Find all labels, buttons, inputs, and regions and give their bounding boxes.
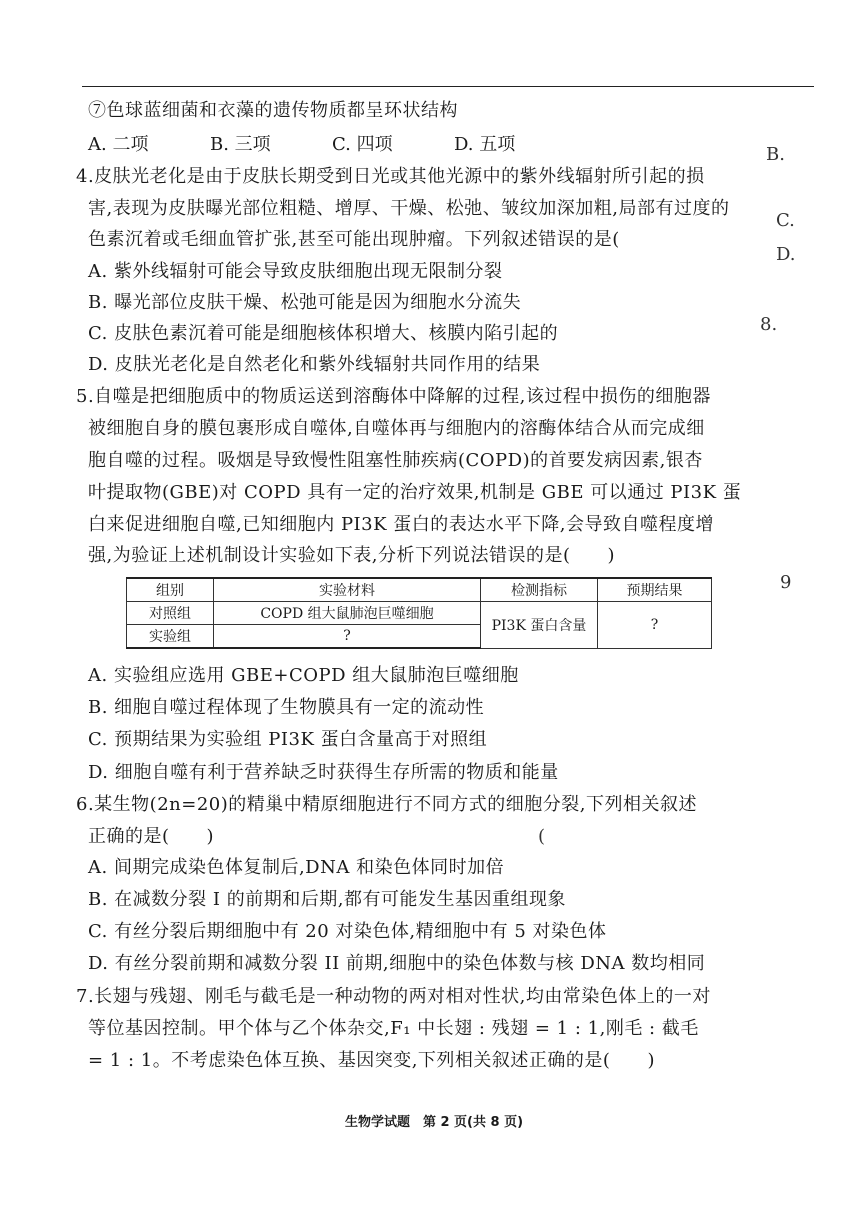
q5-stem-line-6: 强,为验证上述机制设计实验如下表,分析下列说法错误的是( ) xyxy=(88,545,615,566)
q5-stem-line-3: 胞自噬的过程。吸烟是导致慢性阻塞性肺疾病(COPD)的首要发病因素,银杏 xyxy=(88,450,703,471)
margin-fragment-9: 9 xyxy=(780,572,792,593)
q5-option-b: B. 细胞自噬过程体现了生物膜具有一定的流动性 xyxy=(88,697,485,718)
table-cell-experiment-material: ? xyxy=(214,625,481,649)
margin-fragment-b: B. xyxy=(766,144,785,165)
q5-option-d: D. 细胞自噬有利于营养缺乏时获得生存所需的物质和能量 xyxy=(88,762,559,783)
table-cell-indicator: PI3K 蛋白含量 xyxy=(481,602,598,649)
table-header-material: 实验材料 xyxy=(214,578,481,602)
table-cell-control-group: 对照组 xyxy=(127,602,214,625)
table-cell-expected: ? xyxy=(598,602,712,649)
q4-option-c: C. 皮肤色素沉着可能是细胞核体积增大、核膜内陷引起的 xyxy=(88,323,559,344)
q3-statement-7: ⑦色球蓝细菌和衣藻的遗传物质都呈环状结构 xyxy=(88,100,458,121)
q5-stem-line-2: 被细胞自身的膜包裹形成自噬体,自噬体再与细胞内的溶酶体结合从而完成细 xyxy=(88,418,705,439)
q3-choice-c: C. 四项 xyxy=(332,134,393,155)
q5-stem-line-5: 白来促进细胞自噬,已知细胞内 PI3K 蛋白的表达水平下降,会导致自噬程度增 xyxy=(88,514,715,535)
q6-stem-line-2: 正确的是( ) xyxy=(88,826,215,847)
q7-stem-line-3: = 1 : 1。不考虑染色体互换、基因突变,下列相关叙述正确的是( ) xyxy=(88,1050,655,1071)
q3-choice-a: A. 二项 xyxy=(88,134,149,155)
table-header-indicator: 检测指标 xyxy=(481,578,598,602)
table-header-row xyxy=(127,578,712,602)
q4-stem-line-3: 色素沉着或毛细血管扩张,甚至可能出现肿瘤。下列叙述错误的是( xyxy=(88,229,620,250)
q3-choice-b: B. 三项 xyxy=(210,134,271,155)
q6-stray-mark: ( xyxy=(538,826,546,847)
table-header-group: 组别 xyxy=(127,578,214,602)
q5-stem-line-4: 叶提取物(GBE)对 COPD 具有一定的治疗效果,机制是 GBE 可以通过 PI3K 蛋 xyxy=(88,482,742,503)
q6-option-d: D. 有丝分裂前期和减数分裂 II 前期,细胞中的染色体数与核 DNA 数均相同 xyxy=(88,953,706,974)
q7-stem-line-2: 等位基因控制。甲个体与乙个体杂交,F₁ 中长翅 : 残翅 = 1 : 1,刚毛 : 截毛 xyxy=(88,1018,699,1039)
q6-stem-line-1: 6.某生物(2n=20)的精巢中精原细胞进行不同方式的细胞分裂,下列相关叙述 xyxy=(76,794,697,815)
q4-option-b: B. 曝光部位皮肤干燥、松弛可能是因为细胞水分流失 xyxy=(88,292,522,313)
q5-option-a: A. 实验组应选用 GBE+COPD 组大鼠肺泡巨噬细胞 xyxy=(88,665,519,686)
q6-option-a: A. 间期完成染色体复制后,DNA 和染色体同时加倍 xyxy=(88,857,505,878)
q6-option-b: B. 在减数分裂 I 的前期和后期,都有可能发生基因重组现象 xyxy=(88,889,566,910)
q4-option-a: A. 紫外线辐射可能会导致皮肤细胞出现无限制分裂 xyxy=(88,261,503,282)
q6-option-c: C. 有丝分裂后期细胞中有 20 对染色体,精细胞中有 5 对染色体 xyxy=(88,921,607,942)
margin-fragment-8: 8. xyxy=(760,314,778,335)
q5-option-c: C. 预期结果为实验组 PI3K 蛋白含量高于对照组 xyxy=(88,729,488,750)
table-header-expected: 预期结果 xyxy=(598,578,712,602)
q4-stem-line-2: 害,表现为皮肤曝光部位粗糙、增厚、干燥、松弛、皱纹加深加粗,局部有过度的 xyxy=(88,198,730,219)
q4-stem-line-1: 4.皮肤光老化是由于皮肤长期受到日光或其他光源中的紫外线辐射所引起的损 xyxy=(76,166,705,187)
table-row xyxy=(127,602,712,625)
q7-stem-line-1: 7.长翅与残翅、刚毛与截毛是一种动物的两对相对性状,均由常染色体上的一对 xyxy=(76,986,711,1007)
top-rule xyxy=(82,86,814,87)
page-footer: 生物学试题 第 2 页(共 8 页) xyxy=(344,1115,524,1130)
table-cell-control-material: COPD 组大鼠肺泡巨噬细胞 xyxy=(214,602,481,625)
table-cell-experiment-group: 实验组 xyxy=(127,625,214,649)
q4-option-d: D. 皮肤光老化是自然老化和紫外线辐射共同作用的结果 xyxy=(88,354,541,375)
margin-fragment-c: C. xyxy=(776,210,795,231)
q5-stem-line-1: 5.自噬是把细胞质中的物质运送到溶酶体中降解的过程,该过程中损伤的细胞器 xyxy=(76,386,711,407)
q5-experiment-table xyxy=(126,577,712,649)
q3-choice-d: D. 五项 xyxy=(454,134,516,155)
q3-choices xyxy=(88,130,576,156)
margin-fragment-d: D. xyxy=(776,244,796,265)
